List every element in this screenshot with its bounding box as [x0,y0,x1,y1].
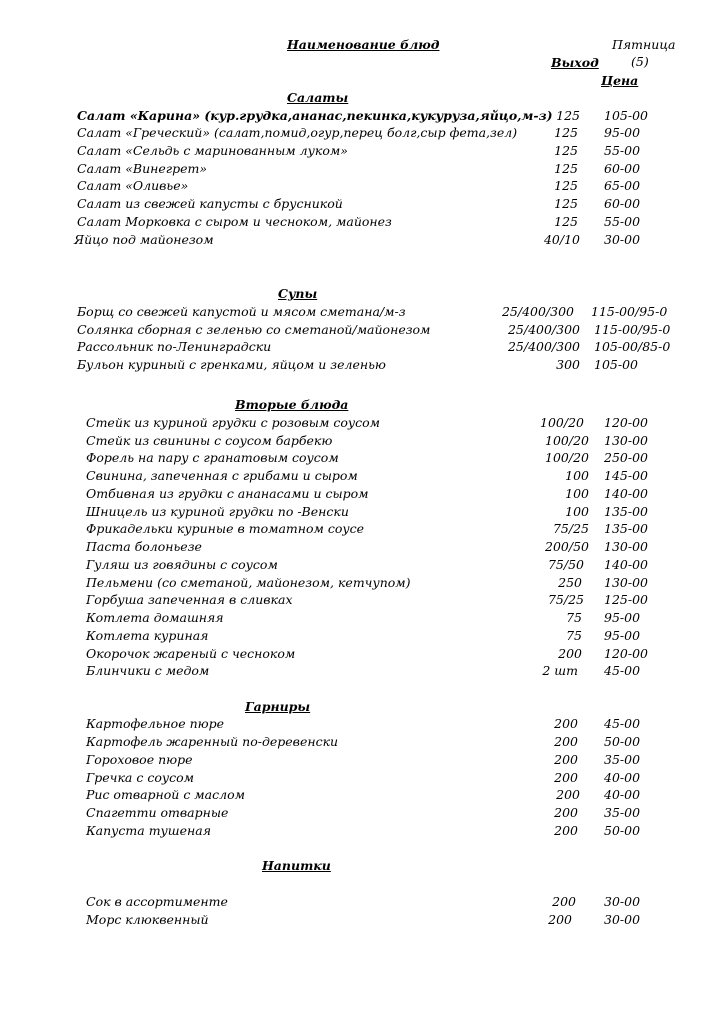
side-name: Картофельное пюре [86,716,225,731]
main-price: 140-00 [604,557,648,572]
salad-price: 95-00 [604,125,641,140]
main-output: 2 шт [542,663,578,678]
main-output: 200 [558,646,582,661]
main-price: 45-00 [604,663,641,678]
main-name: Стейк из свинины с соусом барбекю [86,433,333,448]
salad-price: 65-00 [604,178,641,193]
main-price: 95-00 [604,610,641,625]
side-output: 200 [554,770,578,785]
salad-output: 125 [554,161,578,176]
drink-price: 30-00 [604,912,641,927]
main-price: 130-00 [604,539,648,554]
salad-name: Салат «Винегрет» [77,161,207,176]
main-output: 100/20 [545,433,589,448]
salad-name: Салат Морковка с сыром и чесноком, майонез [77,214,392,229]
side-price: 35-00 [604,752,641,767]
main-price: 125-00 [604,592,648,607]
section-title-sides: Гарниры [245,699,311,714]
salad-price: 55-00 [604,143,641,158]
salad-name: Салат «Карина» (кур.грудка,ананас,пекинка,кукуруза,яйцо,м-з) [77,108,553,123]
main-name: Котлета куриная [86,628,209,643]
main-price: 95-00 [604,628,641,643]
salad-output: 125 [554,214,578,229]
main-price: 135-00 [604,521,648,536]
side-name: Гречка с соусом [86,770,194,785]
side-name: Спагетти отварные [86,805,229,820]
main-output: 100/20 [540,415,584,430]
soup-price: 105-00 [594,357,638,372]
side-name: Картофель жаренный по-деревенски [86,734,339,749]
drink-output: 200 [552,894,576,909]
side-price: 50-00 [604,734,641,749]
main-output: 75/50 [547,557,584,572]
soup-name: Солянка сборная с зеленью со сметаной/майонезом [77,322,431,337]
side-output: 200 [554,805,578,820]
soup-output: 300 [556,357,580,372]
soup-price: 115-00/95-0 [594,322,671,337]
main-output: 75 [566,610,582,625]
main-name: Окорочок жареный с чесноком [86,646,296,661]
side-output: 200 [554,716,578,731]
soup-name: Рассольник по-Ленинградски [77,339,272,354]
salad-price: 105-00 [604,108,648,123]
soup-output: 25/400/300 [501,304,574,319]
soup-price: 115-00/95-0 [591,304,668,319]
main-price: 120-00 [604,646,648,661]
main-name: Фрикадельки куриные в томатном соусе [86,521,365,536]
main-price: 145-00 [604,468,648,483]
page-title: Наименование блюд [287,37,440,52]
main-name: Отбивная из грудки с ананасами и сыром [86,486,369,501]
main-name: Свинина, запеченная с грибами и сыром [86,468,358,483]
drink-name: Сок в ассортименте [86,894,228,909]
salad-name: Салат из свежей капусты с брусникой [77,196,343,211]
main-name: Горбуша запеченная в сливках [86,592,293,607]
salad-output: 125 [554,196,578,211]
main-output: 75 [566,628,582,643]
main-price: 130-00 [604,575,648,590]
main-name: Форель на пару с гранатовым соусом [86,450,339,465]
side-output: 200 [554,823,578,838]
column-price-header: Цена [601,73,639,88]
main-price: 120-00 [604,415,648,430]
main-output: 75/25 [547,592,584,607]
main-price: 130-00 [604,433,648,448]
side-output: 200 [556,787,580,802]
salad-price: 60-00 [604,161,641,176]
side-name: Капуста тушеная [86,823,212,838]
main-price: 135-00 [604,504,648,519]
salad-output: 40/10 [543,232,580,247]
main-output: 100 [565,486,589,501]
soup-price: 105-00/85-0 [594,339,671,354]
soup-output: 25/400/300 [507,339,580,354]
main-name: Блинчики с медом [86,663,210,678]
day-number: (5) [631,54,649,69]
main-name: Гуляш из говядины с соусом [86,557,278,572]
salad-output: 125 [554,125,578,140]
main-output: 250 [558,575,582,590]
drink-name: Морс клюквенный [86,912,209,927]
side-price: 50-00 [604,823,641,838]
side-output: 200 [554,752,578,767]
main-output: 75/25 [552,521,589,536]
main-output: 100 [565,468,589,483]
drink-price: 30-00 [604,894,641,909]
main-name: Пельмени (со сметаной, майонезом, кетчупом) [86,575,411,590]
drink-output: 200 [548,912,572,927]
salad-price: 30-00 [604,232,641,247]
salad-name: Яйцо под майонезом [74,232,214,247]
column-output-header: Выход [551,55,599,70]
salad-output: 125 [556,108,580,123]
salad-price: 55-00 [604,214,641,229]
main-price: 140-00 [604,486,648,501]
side-name: Гороховое пюре [86,752,193,767]
main-name: Стейк из куриной грудки с розовым соусом [86,415,380,430]
side-price: 40-00 [604,787,641,802]
main-output: 100 [565,504,589,519]
side-name: Рис отварной с маслом [86,787,245,802]
soup-output: 25/400/300 [507,322,580,337]
side-price: 35-00 [604,805,641,820]
salad-name: Салат «Оливье» [77,178,189,193]
main-name: Котлета домашняя [86,610,224,625]
main-output: 100/20 [545,450,589,465]
main-name: Шницель из куриной грудки по -Венски [86,504,349,519]
section-title-drinks: Напитки [262,858,331,873]
section-title-mains: Вторые блюда [235,397,349,412]
side-price: 40-00 [604,770,641,785]
soup-name: Борщ со свежей капустой и мясом сметана/м-з [77,304,406,319]
day-label: Пятница [612,37,676,52]
salad-output: 125 [554,143,578,158]
section-title-salads: Салаты [287,90,349,105]
main-price: 250-00 [604,450,648,465]
section-title-soups: Супы [278,286,318,301]
main-name: Паста болоньезе [86,539,202,554]
side-output: 200 [554,734,578,749]
soup-name: Бульон куриный с гренками, яйцом и зеленью [77,357,386,372]
salad-name: Салат «Греческий» (салат,помид,огур,перец болг,сыр фета,зел) [77,125,518,140]
main-output: 200/50 [545,539,589,554]
salad-output: 125 [554,178,578,193]
salad-price: 60-00 [604,196,641,211]
side-price: 45-00 [604,716,641,731]
salad-name: Салат «Сельдь с маринованным луком» [77,143,348,158]
